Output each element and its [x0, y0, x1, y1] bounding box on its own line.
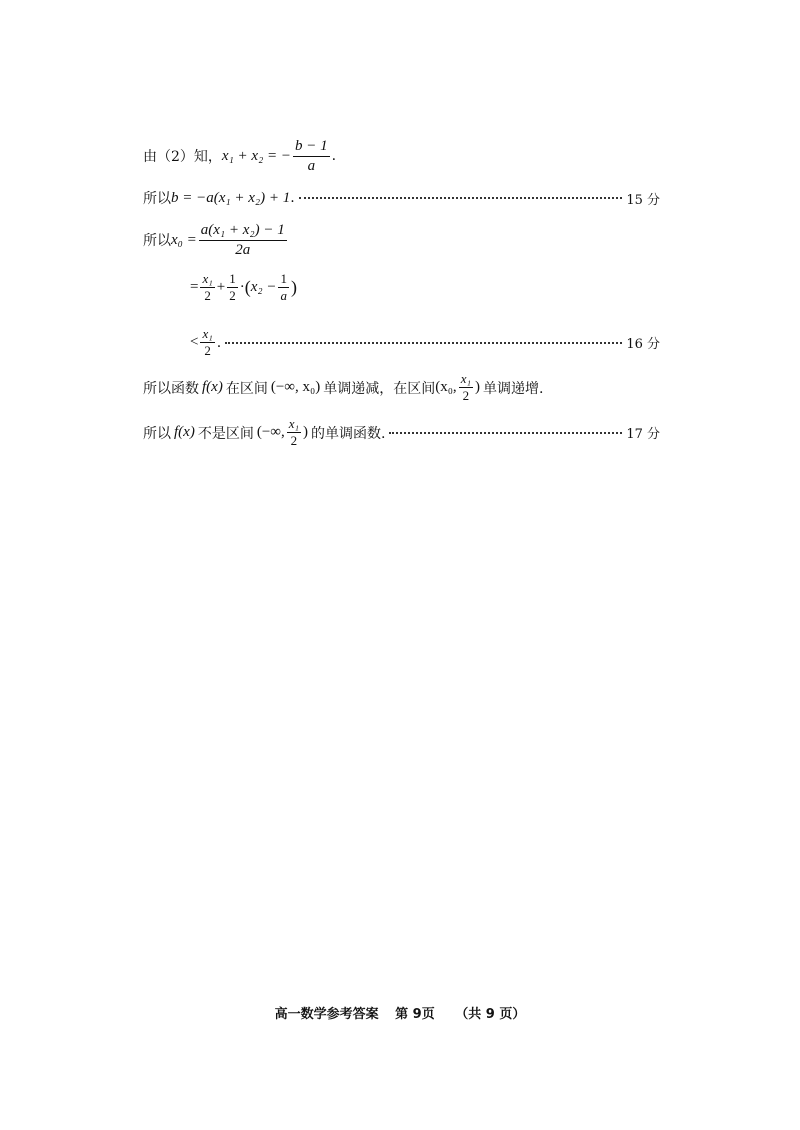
- text: 的单调函数.: [311, 425, 386, 442]
- denominator: 2: [204, 288, 211, 304]
- line-monotonic-intervals: [143, 372, 660, 404]
- numerator: a(x₁ + x₂) − 1: [199, 222, 287, 241]
- denominator: 2: [290, 433, 298, 449]
- text: 不是区间: [197, 425, 254, 442]
- dot-leader: [225, 342, 622, 344]
- fraction: [227, 272, 238, 304]
- line-b-expression: [143, 188, 660, 208]
- score-label: 17 分: [626, 427, 660, 443]
- numerator: b − 1: [293, 138, 330, 157]
- math-expr: x₂ −: [250, 279, 277, 296]
- fraction: [200, 327, 214, 359]
- score-label: 16 分: [626, 337, 660, 353]
- text: 所以函数: [143, 380, 199, 397]
- denominator: 2a: [235, 241, 251, 258]
- page-footer: [0, 1003, 800, 1022]
- line-x0-inequality: [190, 327, 660, 359]
- fraction: [199, 222, 287, 258]
- text: 在区间: [225, 380, 268, 397]
- numerator: x₁: [459, 372, 473, 388]
- numerator: x₁: [200, 272, 214, 288]
- denominator: a: [307, 157, 316, 174]
- text: 单调递增.: [482, 380, 544, 397]
- math-expr: x₀ =: [171, 231, 197, 248]
- text: 所以: [143, 233, 171, 249]
- line-x0-expanded: [190, 272, 490, 304]
- interval-close: ): [303, 424, 309, 441]
- text: 所以: [143, 425, 171, 442]
- paren-close: ): [290, 277, 297, 298]
- denominator: a: [280, 288, 287, 304]
- fraction: [278, 272, 289, 304]
- footer-page-number: 第 9页: [395, 1007, 435, 1022]
- numerator: x₁: [200, 327, 214, 343]
- score-label: 15 分: [626, 192, 660, 208]
- interval-close: ): [474, 379, 480, 396]
- period: .: [331, 148, 337, 164]
- function-name: f(x): [174, 424, 195, 441]
- numerator: 1: [227, 272, 238, 288]
- fraction: [287, 417, 301, 449]
- fraction: [293, 138, 330, 174]
- interval-open: (x₀,: [435, 379, 457, 396]
- numerator: x₁: [287, 417, 301, 433]
- period: .: [290, 190, 295, 206]
- less-than-sign: <: [190, 334, 199, 351]
- line-sum-of-roots: [143, 138, 660, 174]
- denominator: 2: [204, 343, 211, 359]
- fraction: [459, 372, 473, 404]
- equals-sign: =: [190, 279, 199, 296]
- math-expr: b = −a(x₁ + x₂) + 1: [171, 189, 291, 206]
- text: 由（2）知，: [143, 149, 222, 165]
- dot-leader: [389, 432, 622, 434]
- line-x0-definition: [143, 222, 660, 258]
- interval: (−∞, x₀): [270, 379, 321, 396]
- plus-sign: +: [216, 279, 226, 296]
- interval-open: (−∞,: [256, 424, 285, 441]
- dot-leader: [299, 197, 623, 199]
- text: 单调递减，在区间: [323, 380, 436, 397]
- function-name: f(x): [202, 379, 223, 396]
- numerator: 1: [278, 272, 289, 288]
- footer-title: 高一数学参考答案: [274, 1007, 379, 1022]
- text: 所以: [143, 191, 171, 207]
- denominator: 2: [229, 288, 236, 304]
- dot-operator: ·: [239, 279, 245, 296]
- footer-page-total: （共 9 页）: [455, 1007, 526, 1022]
- math-expr: x₁ + x₂ = −: [221, 147, 292, 164]
- denominator: 2: [462, 388, 470, 404]
- fraction: [200, 272, 214, 304]
- period: .: [216, 334, 222, 351]
- line-conclusion: [143, 417, 660, 449]
- paren-open: (: [244, 277, 251, 298]
